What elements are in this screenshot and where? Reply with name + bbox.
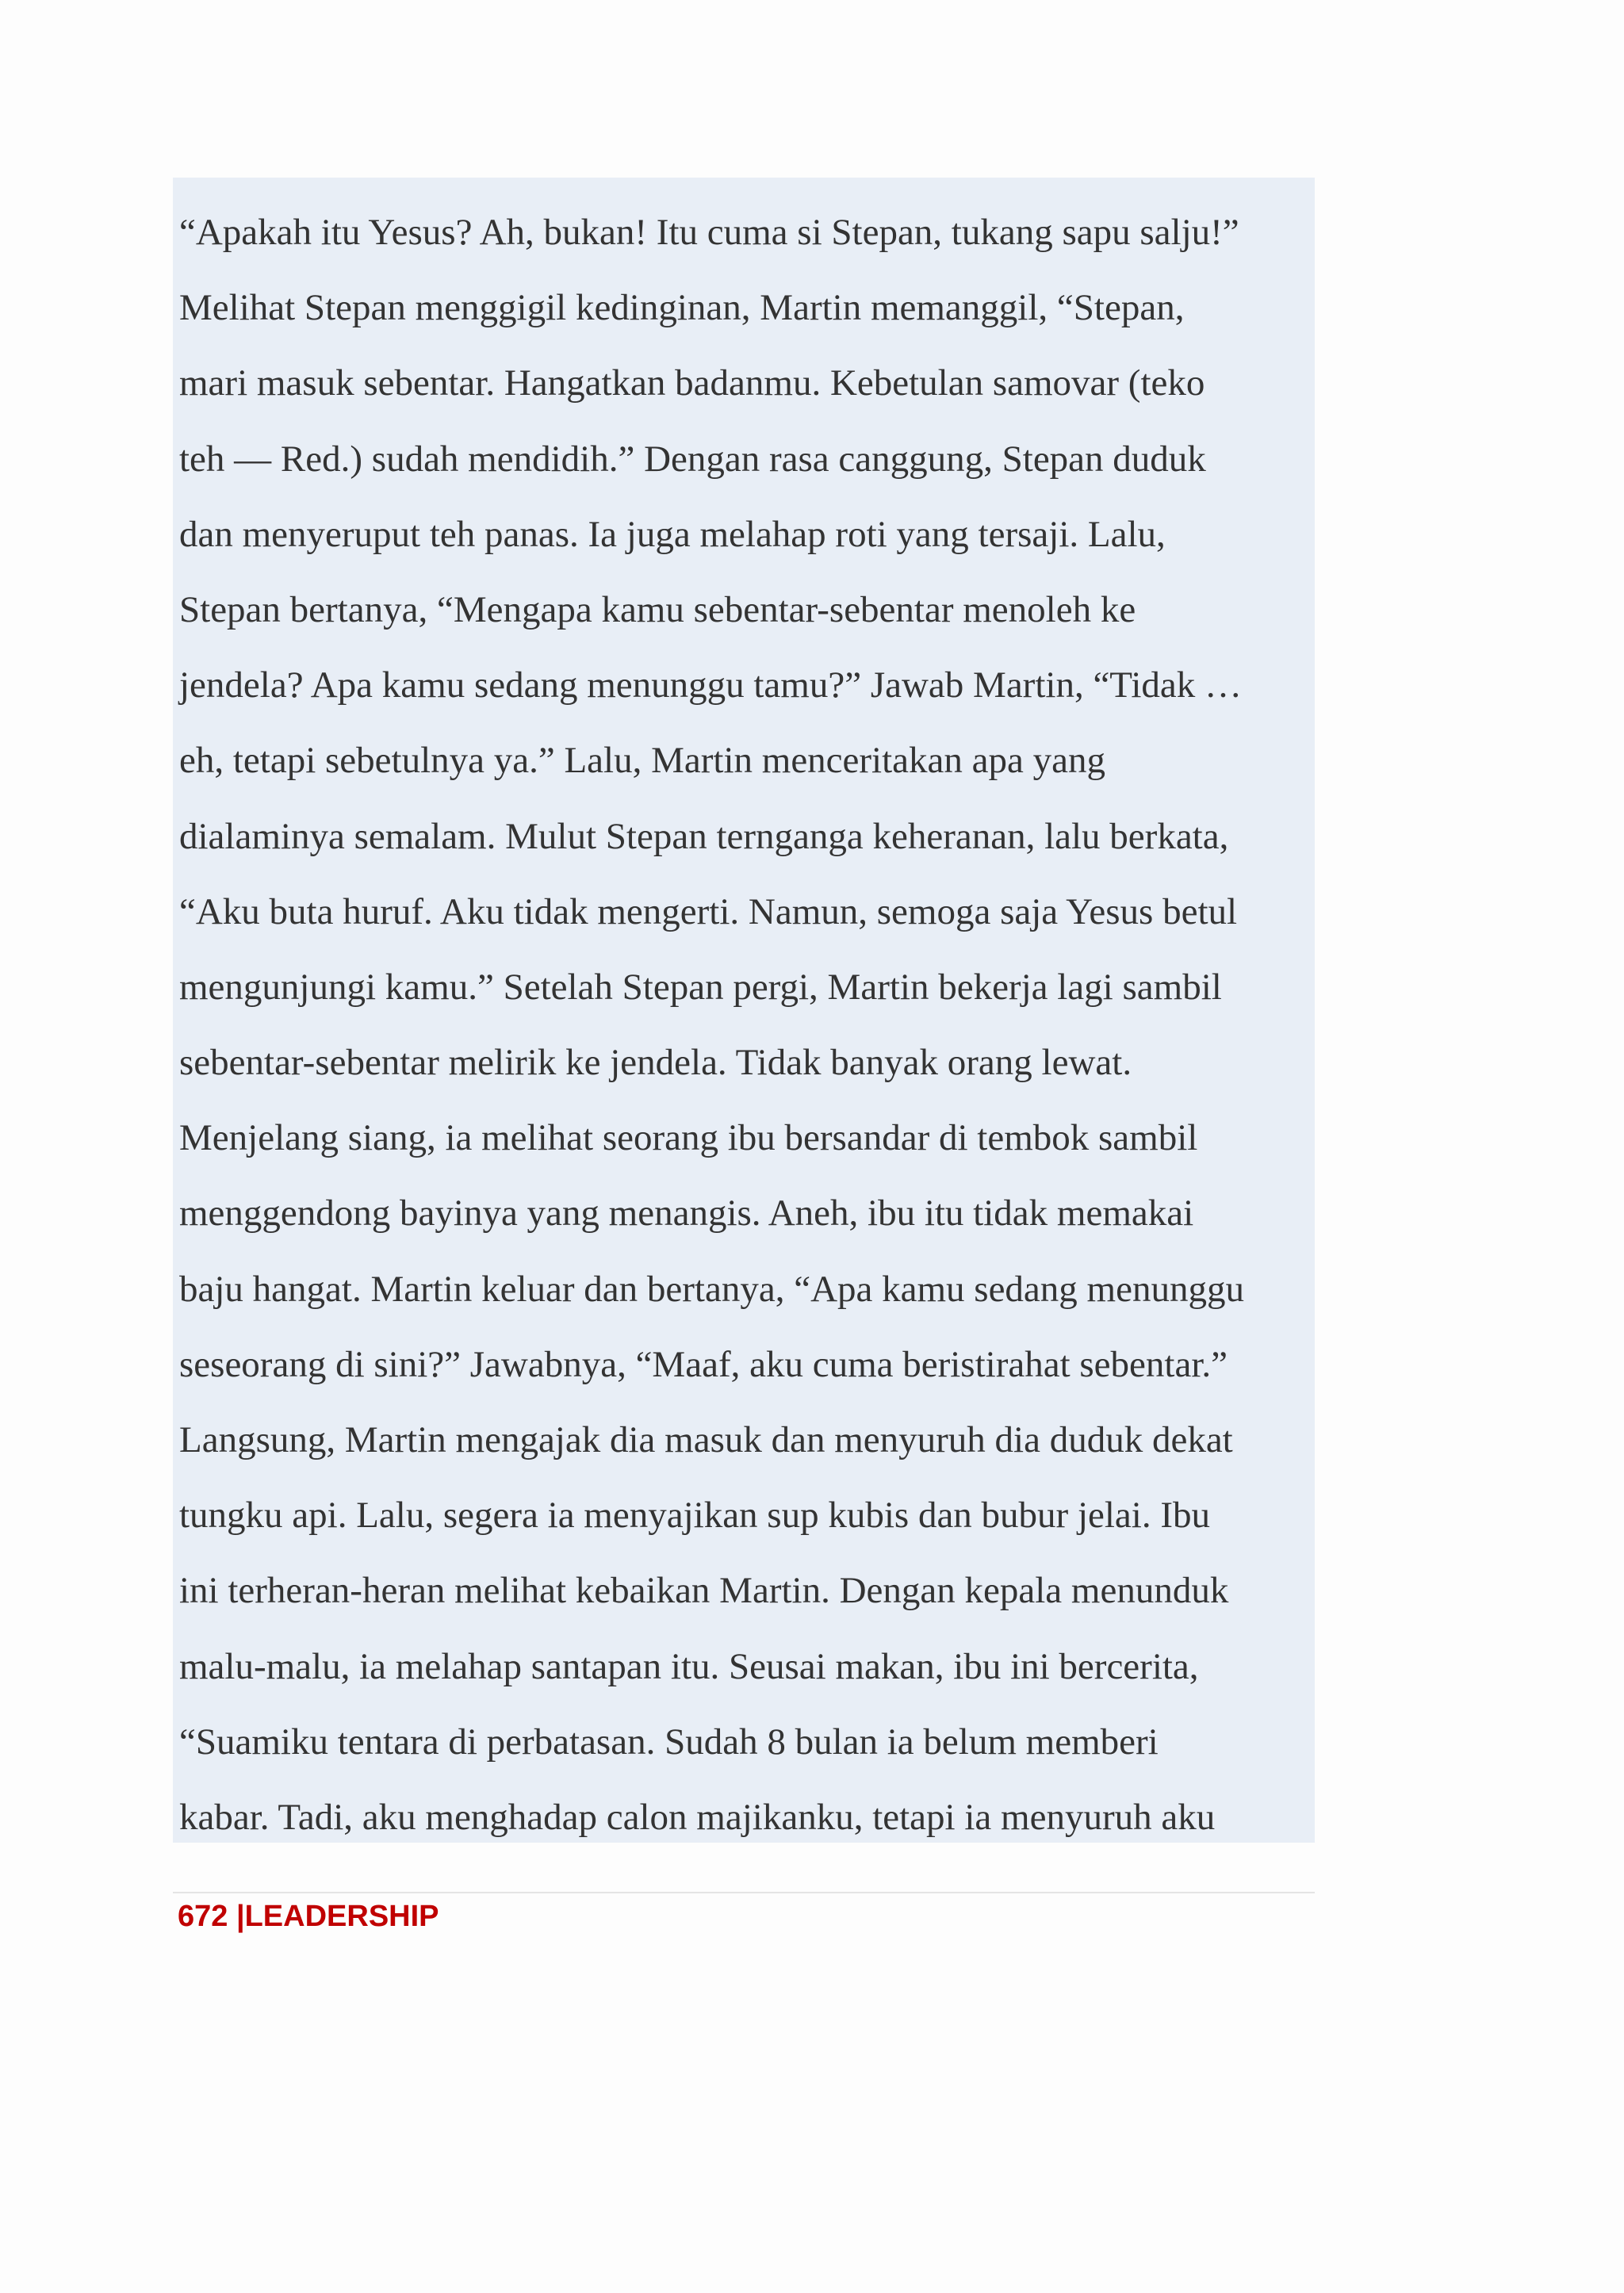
text-line: jendela? Apa kamu sedang menunggu tamu?” Jawab Martin, “Tidak …: [179, 664, 1243, 706]
footer-divider: [173, 1892, 1315, 1893]
highlighted-text-block: [173, 178, 1315, 1843]
text-line: “Aku buta huruf. Aku tidak mengerti. Namun, semoga saja Yesus betul: [179, 890, 1238, 932]
text-line: seseorang di sini?” Jawabnya, “Maaf, aku cuma beristirahat sebentar.”: [179, 1343, 1228, 1385]
text-line: Melihat Stepan menggigil kedinginan, Martin memanggil, “Stepan,: [179, 287, 1185, 329]
text-line: mengunjungi kamu.” Setelah Stepan pergi, Martin bekerja lagi sambil: [179, 966, 1222, 1008]
text-line: menggendong bayinya yang menangis. Aneh, ibu itu tidak memakai: [179, 1192, 1194, 1235]
text-line: ini terheran-heran melihat kebaikan Martin. Dengan kepala menunduk: [179, 1570, 1229, 1612]
text-line: malu-malu, ia melahap santapan itu. Seusai makan, ibu ini bercerita,: [179, 1645, 1199, 1687]
text-line: mari masuk sebentar. Hangatkan badanmu. Kebetulan samovar (teko: [179, 362, 1205, 404]
text-line: Stepan bertanya, “Mengapa kamu sebentar-sebentar menoleh ke: [179, 588, 1136, 630]
page-footer-label: 672 |LEADERSHIP: [178, 1900, 439, 1933]
text-line: Langsung, Martin mengajak dia masuk dan menyuruh dia duduk dekat: [179, 1419, 1233, 1460]
text-line: dialaminya semalam. Mulut Stepan ternganga keheranan, lalu berkata,: [179, 815, 1229, 857]
text-line: sebentar-sebentar melirik ke jendela. Tidak banyak orang lewat.: [179, 1042, 1132, 1084]
text-line: “Suamiku tentara di perbatasan. Sudah 8 bulan ia belum memberi: [179, 1721, 1159, 1763]
text-line: kabar. Tadi, aku menghadap calon majikanku, tetapi ia menyuruh aku: [179, 1796, 1216, 1838]
text-line: “Apakah itu Yesus? Ah, bukan! Itu cuma si Stepan, tukang sapu salju!”: [179, 212, 1239, 253]
text-line: dan menyeruput teh panas. Ia juga melahap roti yang tersaji. Lalu,: [179, 513, 1166, 555]
text-line: Menjelang siang, ia melihat seorang ibu bersandar di tembok sambil: [179, 1117, 1198, 1159]
text-line: teh — Red.) sudah mendidih.” Dengan rasa canggung, Stepan duduk: [179, 438, 1206, 480]
text-line: tungku api. Lalu, segera ia menyajikan sup kubis dan bubur jelai. Ibu: [179, 1495, 1211, 1537]
text-line: eh, tetapi sebetulnya ya.” Lalu, Martin menceritakan apa yang: [179, 740, 1105, 782]
text-line: baju hangat. Martin keluar dan bertanya, “Apa kamu sedang menunggu: [179, 1268, 1244, 1310]
